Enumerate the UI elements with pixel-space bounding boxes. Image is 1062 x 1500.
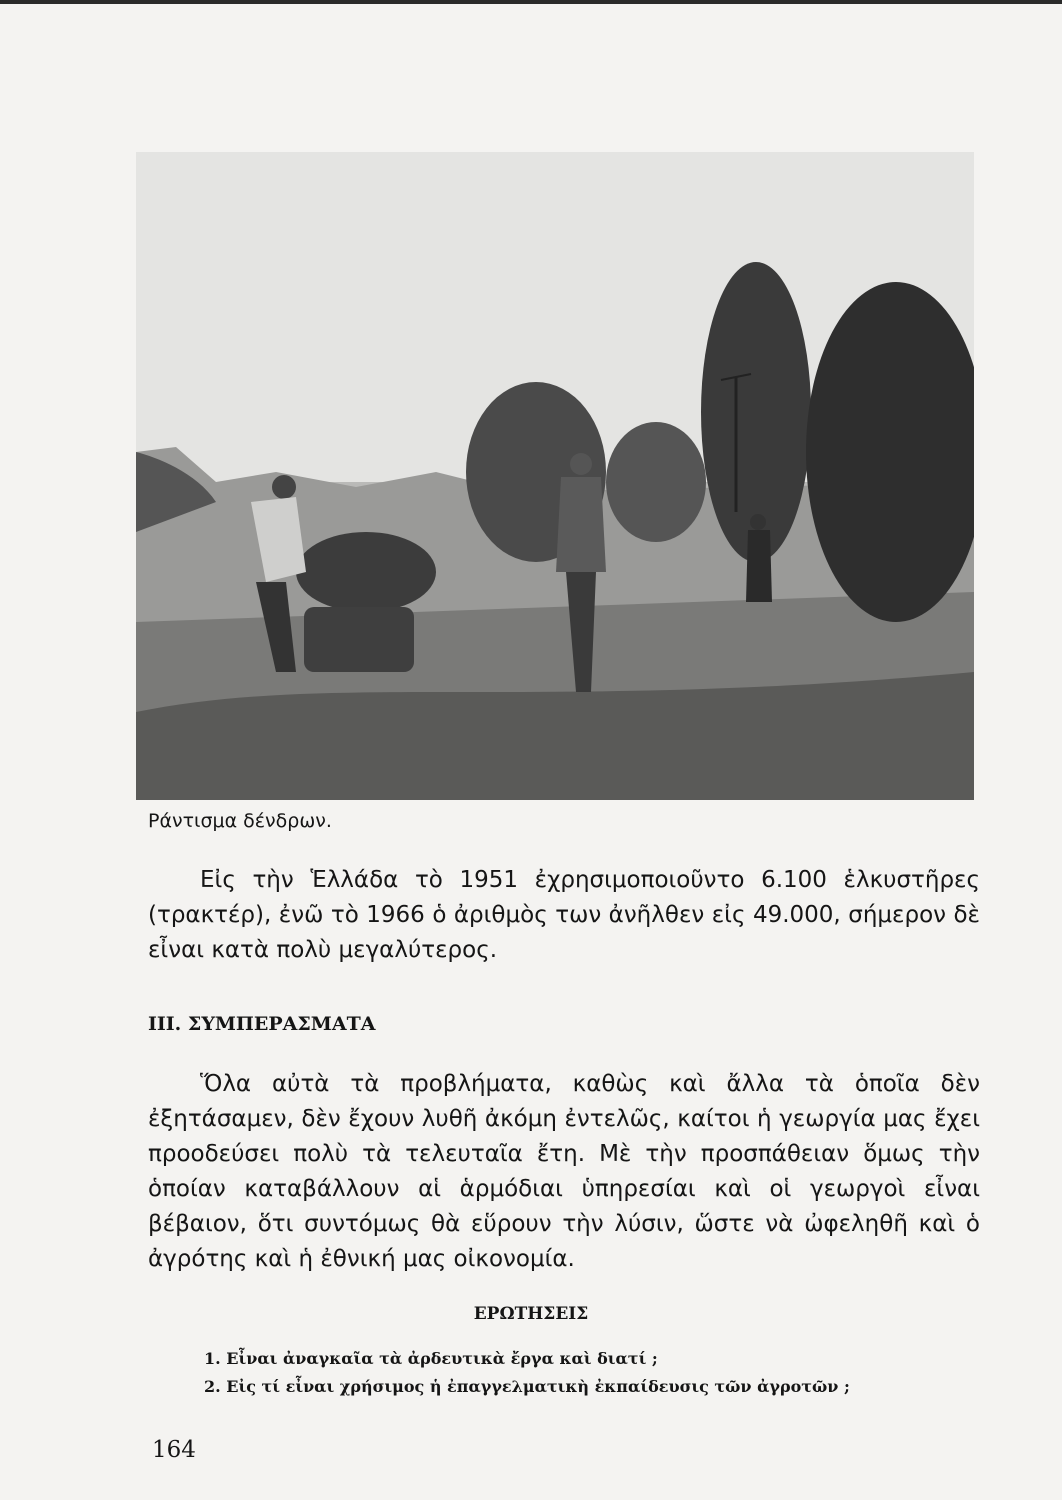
photo-spraying-trees [136, 152, 974, 800]
paragraph-conclusions: Ὅλα αὐτὰ τὰ προβλήματα, καθὼς καὶ ἄλλα τὰ ὁποῖα δὲν ἐξητάσαμεν, δὲν ἔχουν λυθῆ ἀκόμη ἐντελῶς, καίτοι ἡ γεωργία μας ἔχει προοδεύσει πολὺ τὰ τελευταῖα ἔτη. Μὲ τὴν προσπάθειαν ὅμως τὴν ὁποίαν καταβάλλουν αἱ ἁρμόδιαι ὑπηρεσίαι καὶ οἱ γεωργοὶ εἶναι βέβαιον, ὅτι συντόμως θὰ εὕρουν τὴν λύσιν, ὥστε νὰ ὠφεληθῆ καὶ ὁ ἀγρότης καὶ ἡ ἐθνική μας οἰκονομία. [148, 1071, 980, 1272]
paragraph-tractors: Εἰς τὴν Ἑλλάδα τὸ 1951 ἐχρησιμοποιοῦντο 6.100 ἑλκυστῆρες (τρακτέρ), ἐνῶ τὸ 1966 ὁ ἀριθμὸς των ἀνῆλθεν εἰς 49.000, σήμερον δὲ εἶναι κατὰ πολὺ μεγαλύτερος. [148, 867, 980, 963]
section-heading: III. ΣΥΜΠΕΡΑΣΜΑΤΑ [148, 1013, 376, 1035]
photo-caption: Ράντισμα δένδρων. [148, 810, 332, 832]
question-item: 1. Εἶναι ἀναγκαῖα τὰ ἀρδευτικὰ ἔργα καὶ διατί ; [204, 1349, 658, 1368]
page-top-edge [0, 0, 1062, 4]
photo-illustration [136, 152, 974, 800]
page-number: 164 [152, 1437, 196, 1463]
questions-title: ΕΡΩΤΗΣΕΙΣ [473, 1304, 589, 1324]
question-item: 2. Εἰς τί εἶναι χρήσιμος ἡ ἐπαγγελματικὴ ἐκπαίδευσις τῶν ἀγροτῶν ; [204, 1377, 850, 1396]
